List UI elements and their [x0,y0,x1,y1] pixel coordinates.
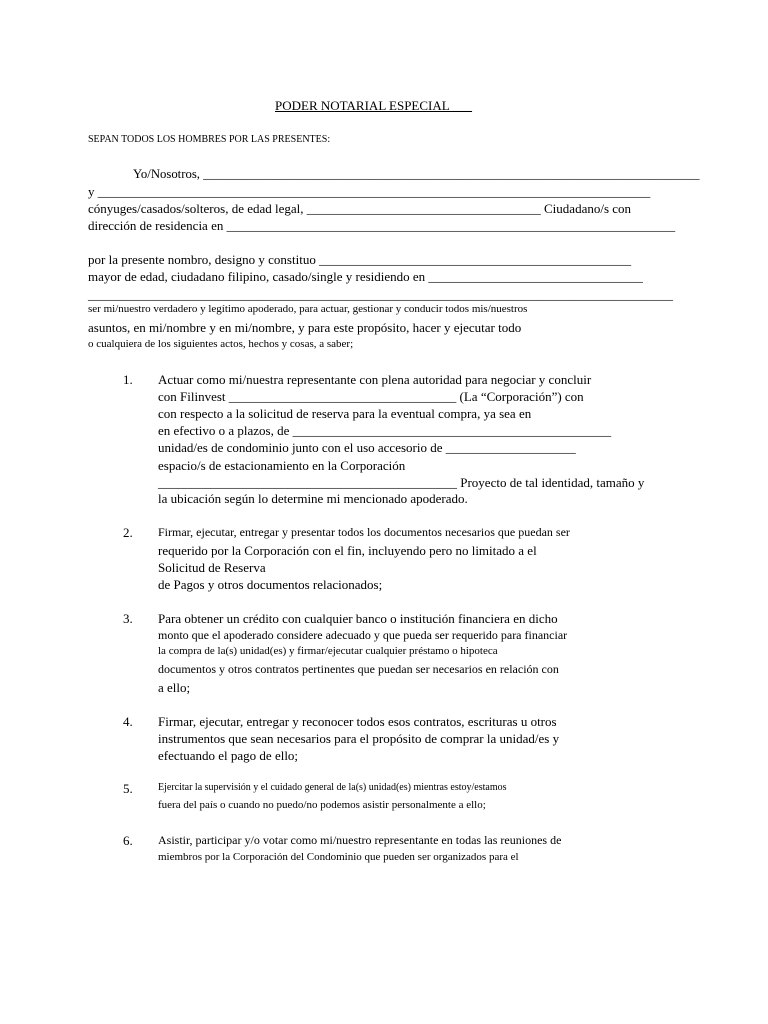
item-line: instrumentos que sean necesarios para el propósito de comprar la unidad/es y [158,731,560,746]
item-number: 5. [123,781,133,796]
item-line: efectuando el pago de ello; [158,748,299,763]
item-line: de Pagos y otros documentos relacionados; [158,577,383,592]
item-line: Asistir, participar y/o votar como mi/nuestro representante en todas las reuniones de [158,833,562,847]
item-line: Firmar, ejecutar, entregar y presentar todos los documentos necesarios que puedan ser [158,525,570,539]
intro-line: asuntos, en mi/nombre y en mi/nombre, y para este propósito, hacer y ejecutar todo [88,320,522,335]
intro-line: por la presente nombro, designo y constituo ________________________________________________ [88,252,632,267]
document-title: PODER NOTARIAL ESPECIAL ___ [275,98,472,113]
intro-line: cónyuges/casados/solteros, de edad legal, ____________________________________ Ciudadano/s con [88,201,632,216]
item-number: 4. [123,714,133,729]
intro-line: Yo/Nosotros, ______________________________________________________________________________ [133,166,700,181]
intro-line: ser mi/nuestro verdadero y legítimo apoderado, para actuar, gestionar y conducir todos mis/nuestros [88,303,528,315]
item-line: requerido por la Corporación con el fin, incluyendo pero no limitado a el [158,543,537,558]
intro-line: __________________________________________________________________________________________ [88,287,673,302]
item-line: Para obtener un crédito con cualquier banco o institución financiera en dicho [158,611,558,626]
item-line: ______________________________________________ Proyecto de tal identidad, tamaño y [158,475,645,490]
item-line: Ejercitar la supervisión y el cuidado general de la(s) unidad(es) mientras estoy/estamos [158,782,507,793]
item-line: la compra de la(s) unidad(es) y firmar/ejecutar cualquier préstamo o hipoteca [158,645,498,657]
item-line: con respecto a la solicitud de reserva para la eventual compra, ya sea en [158,406,532,421]
item-line: en efectivo o a plazos, de _________________________________________________ [158,423,612,438]
item-line: documentos y otros contratos pertinentes que puedan ser necesarios en relación con [158,662,559,676]
item-line: a ello; [158,680,191,695]
item-number: 2. [123,525,133,540]
intro-line: mayor de edad, ciudadano filipino, casado/single y residiendo en _________________________________ [88,269,643,284]
item-line: Solicitud de Reserva [158,560,266,575]
item-number: 1. [123,372,133,387]
intro-line: o cualquiera de los siguientes actos, hechos y cosas, a saber; [88,338,354,350]
item-line: Firmar, ejecutar, entregar y reconocer todos esos contratos, escrituras u otros [158,714,557,729]
item-line: monto que el apoderado considere adecuado y que pueda ser requerido para financiar [158,628,568,642]
item-number: 6. [123,833,133,848]
item-number: 3. [123,611,133,626]
item-line: espacio/s de estacionamiento en la Corporación [158,458,406,473]
item-line: con Filinvest ___________________________________ (La “Corporación”) con [158,389,584,404]
item-line: miembros por la Corporación del Condominio que pueden ser organizados para el [158,851,519,863]
document-subtitle: SEPAN TODOS LOS HOMBRES POR LAS PRESENTES: [88,134,331,145]
intro-line: dirección de residencia en _____________________________________________________________________ [88,218,676,233]
item-line: fuera del país o cuando no puedo/no podemos asistir personalmente a ello; [158,799,486,811]
item-line: unidad/es de condominio junto con el uso accesorio de ____________________ [158,440,576,455]
item-line: Actuar como mi/nuestra representante con plena autoridad para negociar y concluir [158,372,592,387]
intro-line: y _____________________________________________________________________________________ [88,184,651,199]
item-line: la ubicación según lo determine mi mencionado apoderado. [158,491,468,506]
